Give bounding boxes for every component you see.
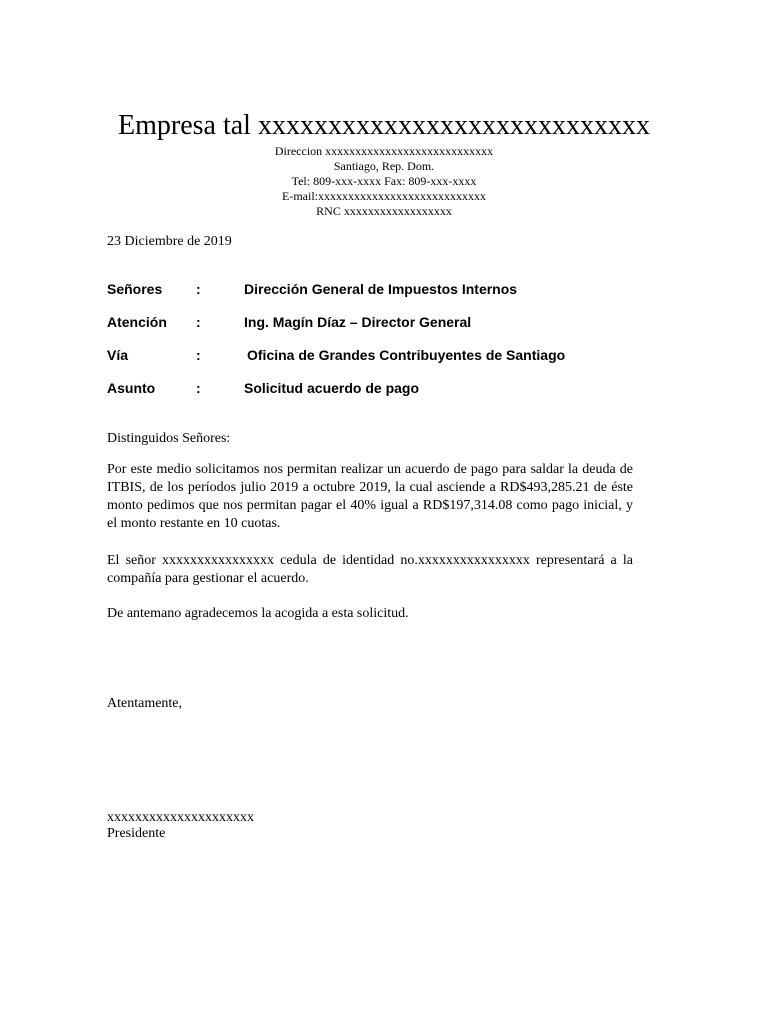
company-address: Direccion xxxxxxxxxxxxxxxxxxxxxxxxxxxx [274, 144, 494, 158]
field-colon: : [196, 281, 201, 297]
field-value: Solicitud acuerdo de pago [244, 380, 420, 396]
company-email: E-mail:xxxxxxxxxxxxxxxxxxxxxxxxxxxx [282, 189, 486, 203]
field-row-via [107, 347, 667, 380]
company-city: Santiago, Rep. Dom. [333, 159, 435, 173]
field-value: Dirección General de Impuestos Internos [244, 281, 518, 297]
body-paragraph: De antemano agradecemos la acogida a esta solicitud. [107, 606, 409, 621]
company-phone-fax: Tel: 809-xxx-xxxx Fax: 809-xxx-xxxx [291, 174, 477, 188]
closing: Atentamente, [107, 696, 183, 711]
salutation: Distinguidos Señores: [107, 431, 231, 446]
field-colon: : [196, 347, 201, 363]
field-value: Oficina de Grandes Contribuyentes de Santiago [247, 347, 566, 363]
field-row-atencion [107, 314, 667, 347]
letter-date: 23 Diciembre de 2019 [107, 234, 232, 249]
body-paragraph: Por este medio solicitamos nos permitan realizar un acuerdo de pago para saldar la deuda de ITBIS, de los períodos julio 2019 a octubre 2019, la cual asciende a RD$493,285.21 de éste monto pedimos que nos permitan pagar el 40% igual a RD$197,314.08 como pago inicial, y el monto restante en 10 cuotas. [107, 462, 633, 531]
field-row-asunto [107, 380, 667, 413]
field-label: Vía [107, 347, 129, 363]
field-label: Señores [107, 281, 163, 297]
field-colon: : [196, 380, 201, 396]
field-colon: : [196, 314, 201, 330]
field-label: Atención [107, 314, 167, 330]
company-name: Empresa tal xxxxxxxxxxxxxxxxxxxxxxxxxxxx [118, 110, 650, 141]
signature-block [107, 810, 254, 842]
signer-name: xxxxxxxxxxxxxxxxxxxxx [107, 810, 254, 825]
field-value: Ing. Magín Díaz – Director General [244, 314, 472, 330]
letterhead-details [0, 144, 768, 219]
field-label: Asunto [107, 380, 156, 396]
company-rnc: RNC xxxxxxxxxxxxxxxxxx [316, 204, 452, 218]
field-row-senores [107, 281, 667, 314]
addressee-block [107, 281, 667, 413]
body-paragraph: El señor xxxxxxxxxxxxxxxx cedula de identidad no.xxxxxxxxxxxxxxxx representará a la compañía para gestionar el acuerdo. [107, 553, 633, 586]
signer-title: Presidente [107, 826, 166, 841]
